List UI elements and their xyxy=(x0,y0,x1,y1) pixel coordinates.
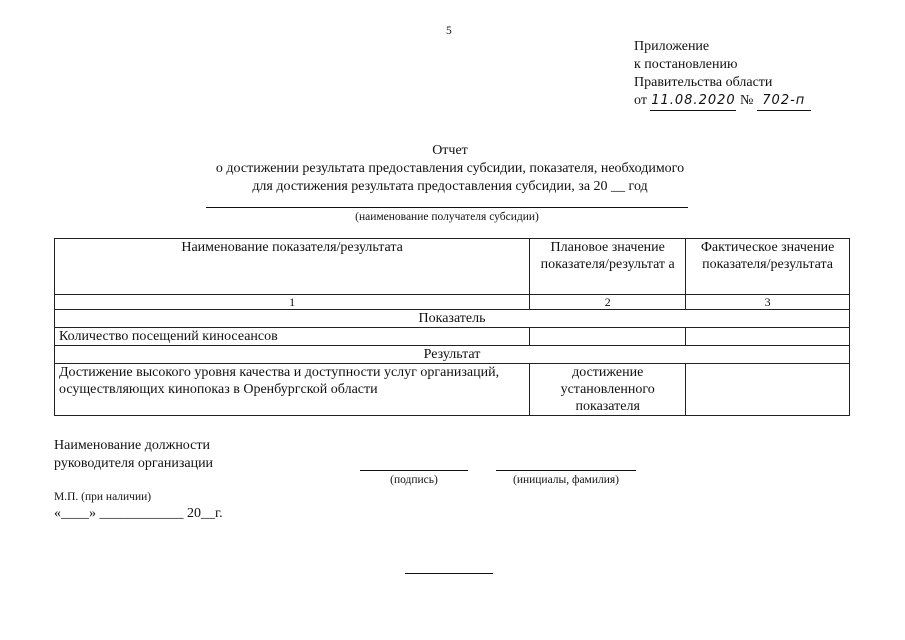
report-table xyxy=(54,238,850,416)
result-plan-cell: достижение установленного показателя xyxy=(530,364,686,416)
bottom-separator xyxy=(405,573,493,574)
result-actual-cell xyxy=(686,364,850,416)
appendix-line-1: Приложение xyxy=(634,39,710,54)
recipient-caption: (наименование получателя субсидии) xyxy=(355,211,539,223)
report-title xyxy=(150,142,750,196)
section-indicator-label: Показатель xyxy=(55,310,850,328)
header-actual-value: Фактическое значение показателя/результата xyxy=(686,239,850,295)
recipient-line xyxy=(206,207,688,208)
section-row-indicator xyxy=(55,310,850,328)
indicator-name-cell: Количество посещений киносеансов xyxy=(55,328,530,346)
table-row xyxy=(55,328,850,346)
indicator-plan-cell xyxy=(530,328,686,346)
stamp-label: М.П. (при наличии) xyxy=(54,491,152,503)
appendix-line-3: Правительства области xyxy=(634,75,773,90)
title-line-3: для достижения результата предоставления субсидии, за 20 __ год xyxy=(252,179,648,194)
appendix-block xyxy=(634,38,811,111)
position-block xyxy=(54,437,213,473)
date-line: «____» ____________ 20__г. xyxy=(54,506,223,521)
signature-line xyxy=(360,470,468,471)
indicator-actual-cell xyxy=(686,328,850,346)
column-number-1: 1 xyxy=(55,295,530,310)
section-row-result xyxy=(55,346,850,364)
section-result-label: Результат xyxy=(55,346,850,364)
column-number-3: 3 xyxy=(686,295,850,310)
from-prefix: от xyxy=(634,93,647,108)
page-number: 5 xyxy=(446,25,452,37)
header-planned-value: Плановое значение показателя/результат а xyxy=(530,239,686,295)
column-numbers-row xyxy=(55,295,850,310)
title-line-1: Отчет xyxy=(432,143,468,158)
appendix-line-2: к постановлению xyxy=(634,57,738,72)
position-line-1: Наименование должности xyxy=(54,438,210,453)
appendix-number: 702-п xyxy=(757,92,811,111)
appendix-date-line xyxy=(634,92,811,111)
column-number-2: 2 xyxy=(530,295,686,310)
signature-caption: (подпись) xyxy=(390,474,438,486)
table-row xyxy=(55,364,850,416)
title-line-2: о достижении результата предоставления субсидии, показателя, необходимого xyxy=(215,161,685,176)
table-header-row xyxy=(55,239,850,295)
initials-line xyxy=(496,470,636,471)
appendix-date: 11.08.2020 xyxy=(650,92,736,111)
header-indicator-name: Наименование показателя/результата xyxy=(55,239,530,295)
position-line-2: руководителя организации xyxy=(54,456,214,471)
initials-caption: (инициалы, фамилия) xyxy=(512,474,620,486)
number-prefix: № xyxy=(739,93,754,108)
result-name-cell: Достижение высокого уровня качества и доступности услуг организаций, осуществляющих кинопоказ в Оренбургской области xyxy=(55,364,530,416)
